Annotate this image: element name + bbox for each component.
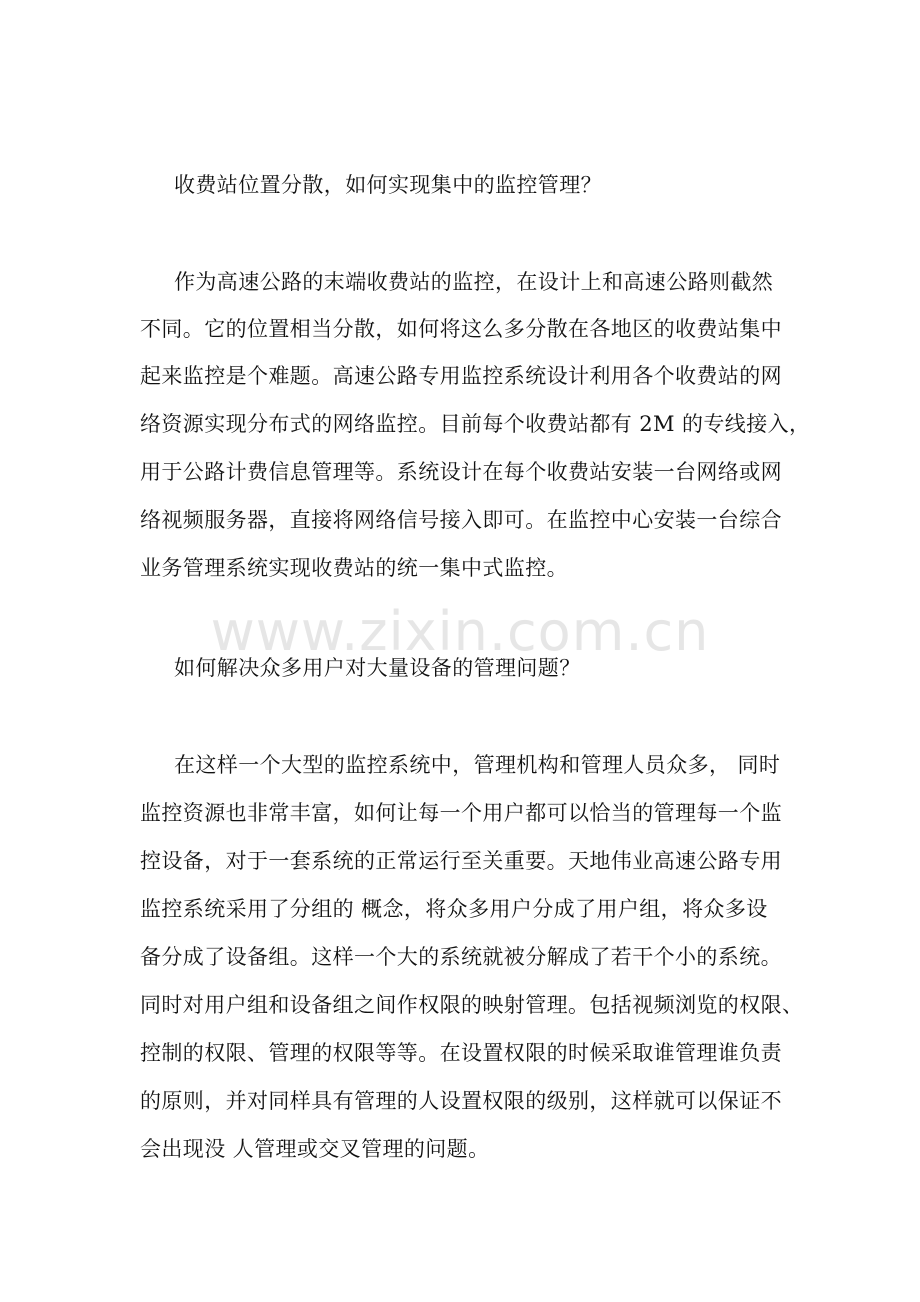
paragraph-1-line-3: 起来监控是个难题。高速公路专用监控系统设计利用各个收费站的网: [140, 364, 782, 388]
paragraph-1-line-6: 络视频服务器，直接将网络信号接入即可。在监控中心安装一台综合: [140, 508, 782, 532]
paragraph-1-line-1: 作为高速公路的末端收费站的监控，在设计上和高速公路则截然: [174, 270, 774, 294]
paragraph-2-line-9: 会出现没 人管理或交叉管理的问题。: [140, 1137, 490, 1161]
paragraph-2-line-3: 控设备，对于一套系统的正常运行至关重要。天地伟业高速公路专用: [140, 849, 782, 873]
paragraph-1-line-4: 络资源实现分布式的网络监控。目前每个收费站都有 2M 的专线接入，: [140, 412, 811, 436]
paragraph-1-line-2: 不同。它的位置相当分散，如何将这么多分散在各地区的收费站集中: [140, 317, 782, 341]
paragraph-2-line-7: 控制的权限、管理的权限等等。在设置权限的时候采取谁管理谁负责: [140, 1041, 782, 1065]
paragraph-2-line-2: 监控资源也非常丰富，如何让每一个用户都可以恰当的管理每一个监: [140, 801, 782, 825]
watermark: www.zixin.com.cn: [210, 600, 710, 663]
paragraph-2-line-4: 监控系统采用了分组的 概念，将众多用户分成了用户组，将众多设: [140, 897, 768, 921]
paragraph-2-line-1: 在这样一个大型的监控系统中，管理机构和管理人员众多， 同时: [174, 753, 781, 777]
paragraph-1-line-5: 用于公路计费信息管理等。系统设计在每个收费站安装一台网络或网: [140, 460, 782, 484]
paragraph-2-line-5: 备分成了设备组。这样一个大的系统就被分解成了若干个小的系统。: [140, 945, 782, 969]
paragraph-2-line-8: 的原则，并对同样具有管理的人设置权限的级别，这样就可以保证不: [140, 1089, 782, 1113]
paragraph-1-line-7: 业务管理系统实现收费站的统一集中式监控。: [140, 556, 568, 580]
paragraph-2-line-6: 同时对用户组和设备组之间作权限的映射管理。包括视频浏览的权限、: [140, 993, 804, 1017]
section-heading-2: 如何解决众多用户对大量设备的管理问题？: [174, 656, 581, 680]
section-heading-1: 收费站位置分散，如何实现集中的监控管理？: [174, 173, 602, 197]
